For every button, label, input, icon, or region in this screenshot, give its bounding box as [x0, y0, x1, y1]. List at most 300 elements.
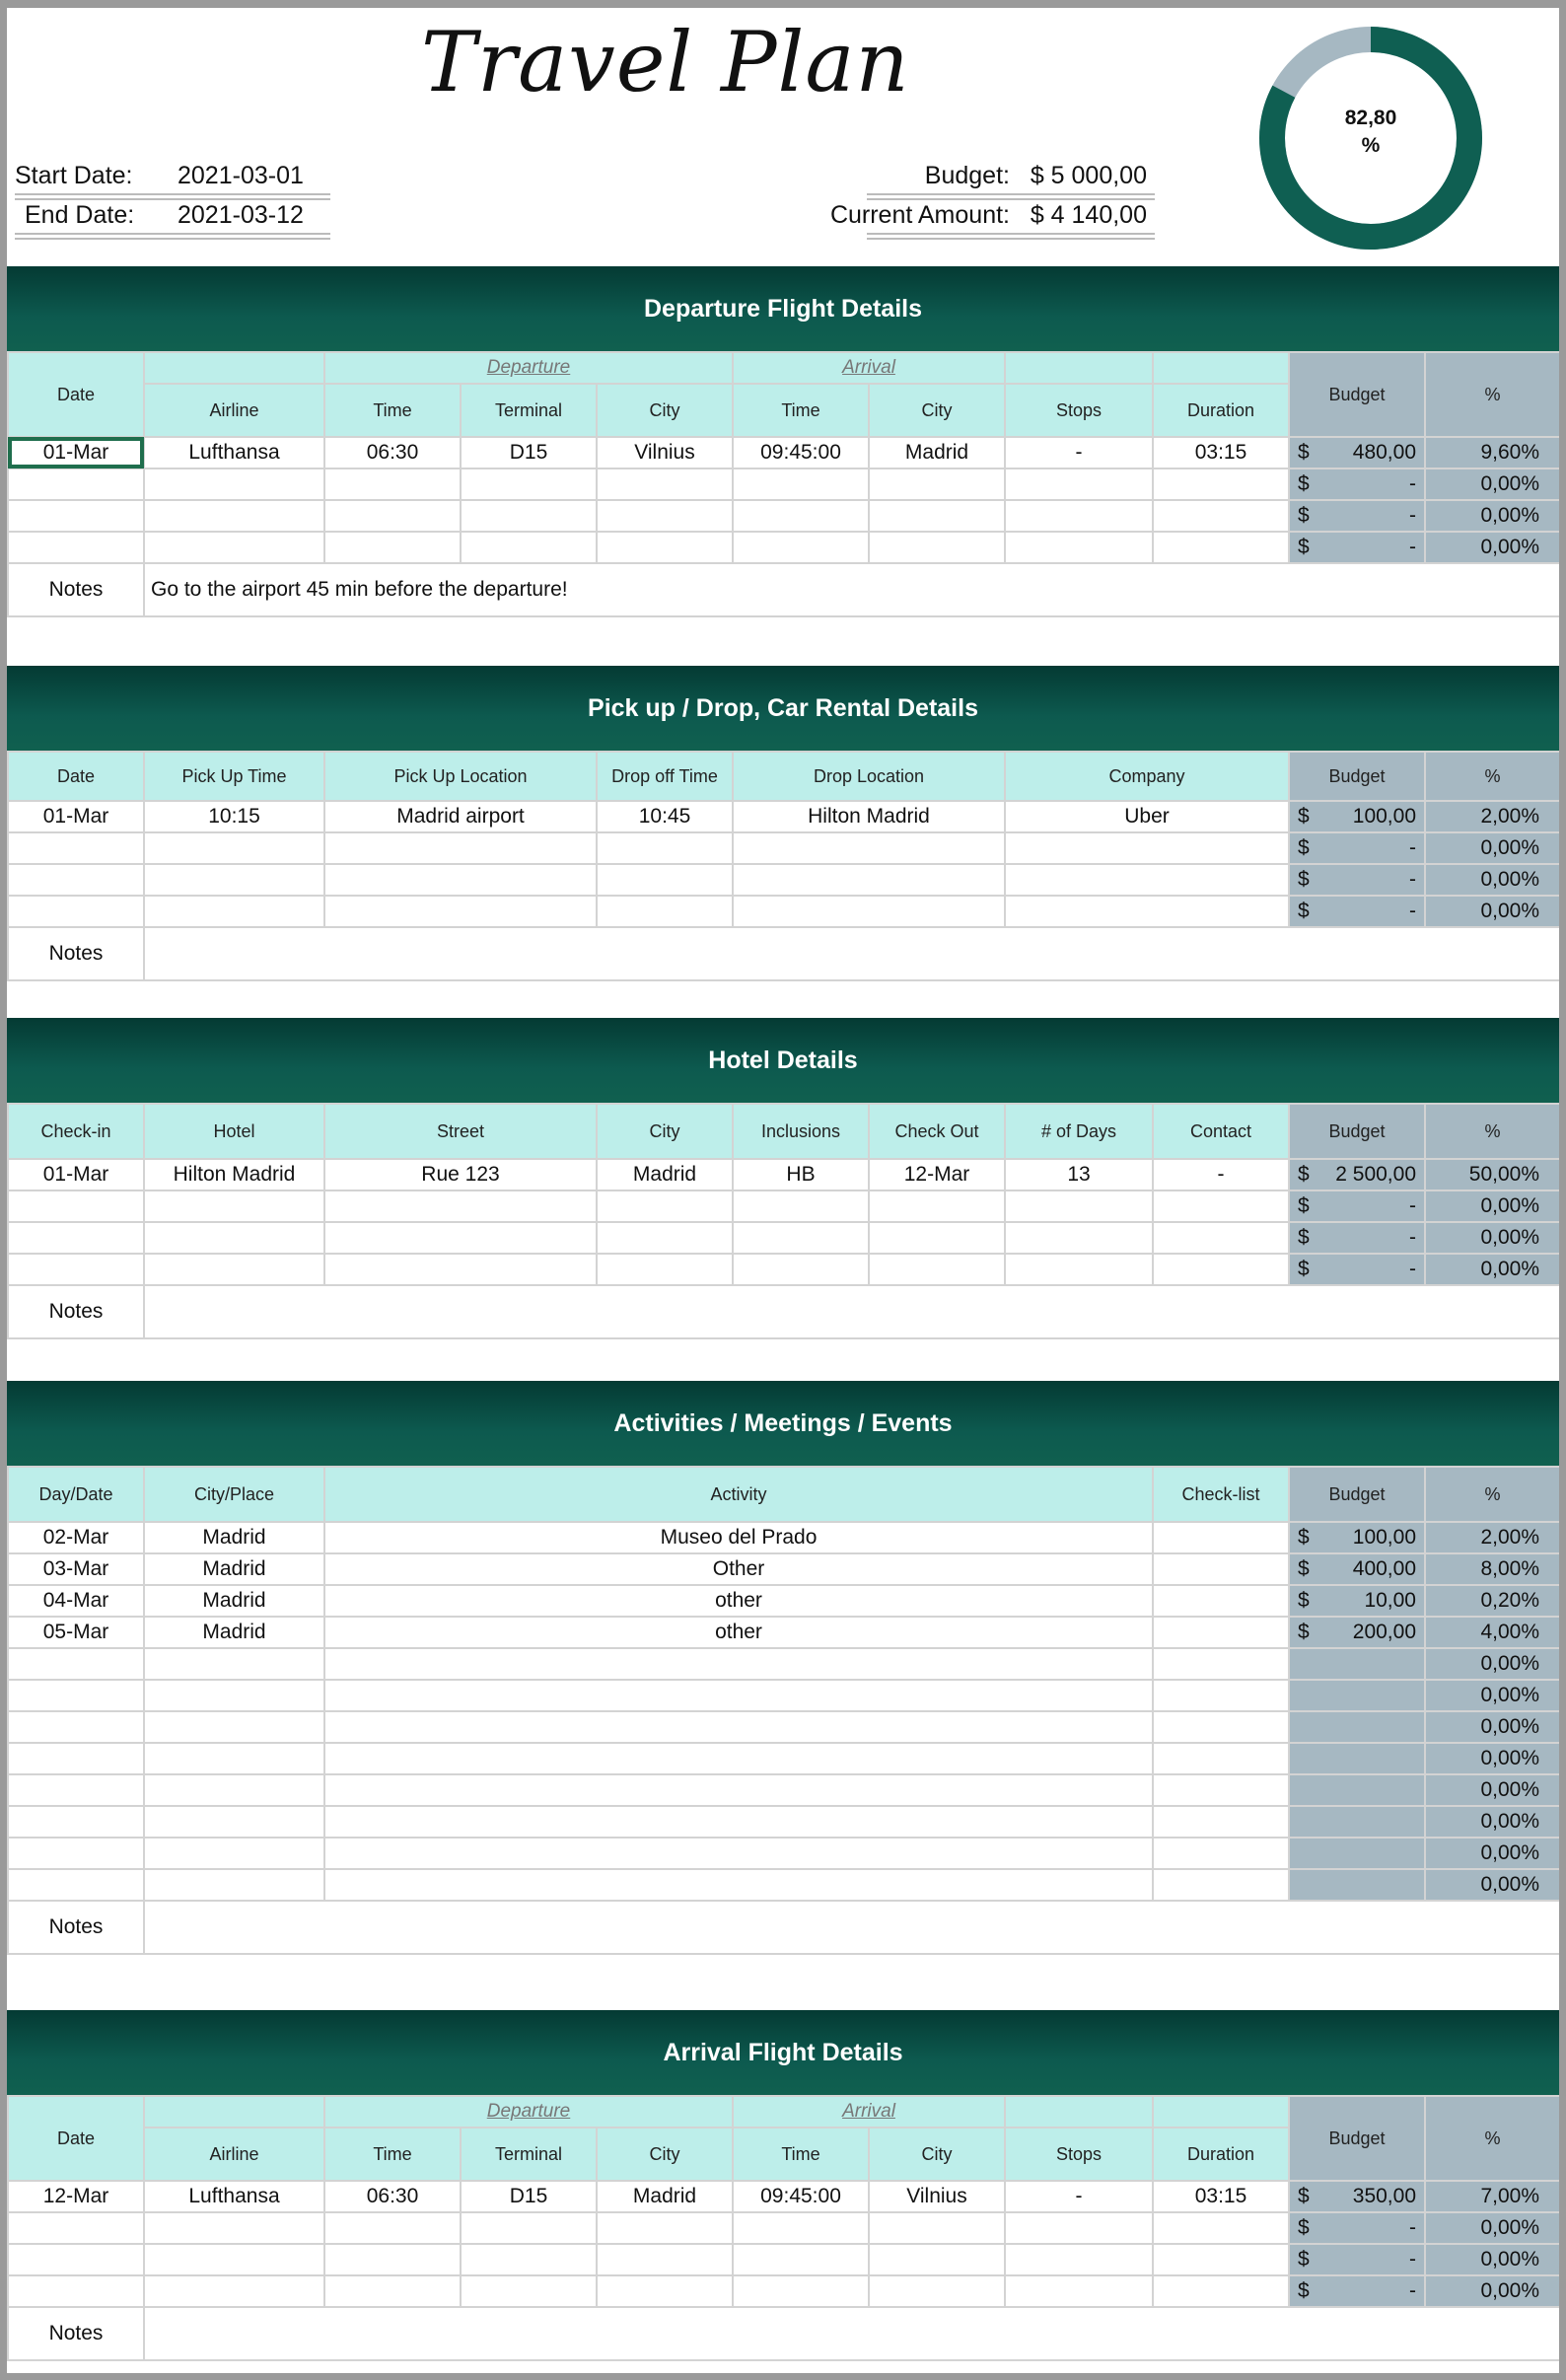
- table-cell[interactable]: [324, 1190, 597, 1222]
- pickup-table: [7, 751, 1559, 981]
- table-cell[interactable]: [597, 1190, 733, 1222]
- table-cell[interactable]: [1005, 2275, 1153, 2307]
- table-cell[interactable]: [597, 896, 733, 927]
- budget-cell[interactable]: [1289, 1190, 1425, 1222]
- table-cell[interactable]: [869, 532, 1005, 563]
- table-cell[interactable]: [1005, 864, 1289, 896]
- header-percent: %: [1425, 1467, 1559, 1522]
- table-cell[interactable]: [324, 500, 461, 532]
- table-cell[interactable]: Hilton Madrid: [144, 1159, 324, 1190]
- table-cell[interactable]: [597, 864, 733, 896]
- start-date-value[interactable]: 2021-03-01: [178, 162, 304, 189]
- current-amount-value[interactable]: $ 4 140,00: [1030, 201, 1147, 229]
- budget-cell[interactable]: [1289, 469, 1425, 500]
- table-cell[interactable]: 06:30: [324, 2181, 461, 2212]
- activities-table: [7, 1466, 1559, 1955]
- notes-field[interactable]: [144, 1285, 1559, 1338]
- table-cell[interactable]: Vilnius: [597, 437, 733, 469]
- table-row: [8, 1806, 1559, 1838]
- budget-cell[interactable]: [1289, 1648, 1425, 1680]
- table-cell[interactable]: [1153, 1617, 1289, 1648]
- table-cell[interactable]: [144, 1680, 324, 1711]
- budget-amount: -: [1409, 472, 1416, 495]
- table-cell[interactable]: [144, 896, 324, 927]
- table-row: [8, 2275, 1559, 2307]
- table-cell[interactable]: [324, 832, 597, 864]
- header-city: City: [597, 384, 733, 437]
- table-cell[interactable]: -: [1153, 1159, 1289, 1190]
- table-cell[interactable]: [1005, 532, 1153, 563]
- table-cell[interactable]: [8, 1711, 144, 1743]
- budget-cell[interactable]: [1289, 2181, 1425, 2212]
- table-cell[interactable]: [8, 469, 144, 500]
- table-cell[interactable]: [869, 1222, 1005, 1254]
- section-banner: Activities / Meetings / Events: [7, 1381, 1559, 1466]
- table-cell[interactable]: [869, 2212, 1005, 2244]
- table-cell[interactable]: [733, 832, 1005, 864]
- table-cell[interactable]: [1153, 1806, 1289, 1838]
- table-cell[interactable]: Madrid: [144, 1617, 324, 1648]
- percent-cell: 8,00%: [1425, 1553, 1559, 1585]
- table-row: [8, 437, 1559, 469]
- table-cell[interactable]: [1153, 532, 1289, 563]
- budget-donut-chart: [1254, 22, 1487, 254]
- table-cell[interactable]: [144, 1190, 324, 1222]
- currency-symbol: $: [1298, 472, 1310, 495]
- budget-cell[interactable]: [1289, 2275, 1425, 2307]
- table-cell[interactable]: [1153, 2275, 1289, 2307]
- budget-cell[interactable]: [1289, 437, 1425, 469]
- table-cell[interactable]: [1153, 1774, 1289, 1806]
- table-cell[interactable]: [144, 1869, 324, 1901]
- table-cell[interactable]: 12-Mar: [8, 2181, 144, 2212]
- table-cell[interactable]: Lufthansa: [144, 437, 324, 469]
- table-cell[interactable]: other: [324, 1617, 1153, 1648]
- table-cell[interactable]: HB: [733, 1159, 869, 1190]
- header-inclusions: Inclusions: [733, 1104, 869, 1159]
- activities-section: [7, 1381, 1559, 1955]
- header-time: Time: [733, 384, 869, 437]
- table-cell[interactable]: [733, 1222, 869, 1254]
- percent-cell: 0,00%: [1425, 1774, 1559, 1806]
- table-cell[interactable]: [8, 1743, 144, 1774]
- table-cell[interactable]: [324, 1680, 1153, 1711]
- percent-cell: 0,00%: [1425, 1680, 1559, 1711]
- budget-cell[interactable]: [1289, 1838, 1425, 1869]
- start-date-label: Start Date:: [15, 162, 133, 189]
- header-time: Time: [324, 2128, 461, 2181]
- header-date: Date: [8, 352, 144, 437]
- table-cell[interactable]: [8, 1838, 144, 1869]
- budget-cell[interactable]: [1289, 1159, 1425, 1190]
- budget-cell[interactable]: [1289, 532, 1425, 563]
- table-cell[interactable]: [324, 896, 597, 927]
- table-cell[interactable]: [597, 532, 733, 563]
- table-cell[interactable]: 01-Mar: [8, 1159, 144, 1190]
- budget-amount: -: [1409, 536, 1416, 558]
- table-cell[interactable]: 05-Mar: [8, 1617, 144, 1648]
- table-cell[interactable]: [8, 1806, 144, 1838]
- table-cell[interactable]: [144, 1806, 324, 1838]
- table-row: [8, 1648, 1559, 1680]
- table-cell[interactable]: [144, 532, 324, 563]
- table-cell[interactable]: [733, 469, 869, 500]
- notes-label: Notes: [8, 927, 144, 980]
- table-cell[interactable]: Madrid airport: [324, 801, 597, 832]
- table-cell[interactable]: Madrid: [869, 437, 1005, 469]
- table-cell[interactable]: 02-Mar: [8, 1522, 144, 1553]
- table-cell[interactable]: [733, 896, 1005, 927]
- table-cell[interactable]: [1153, 500, 1289, 532]
- table-cell[interactable]: [1153, 1648, 1289, 1680]
- table-cell[interactable]: [1005, 1190, 1153, 1222]
- table-cell[interactable]: [144, 469, 324, 500]
- table-cell[interactable]: [144, 1743, 324, 1774]
- header-city: City: [597, 1104, 733, 1159]
- table-cell[interactable]: [869, 1190, 1005, 1222]
- table-row: [8, 832, 1559, 864]
- table-cell[interactable]: [869, 2244, 1005, 2275]
- budget-amount: -: [1409, 2279, 1416, 2302]
- budget-cell[interactable]: [1289, 801, 1425, 832]
- table-cell[interactable]: 01-Mar: [8, 801, 144, 832]
- table-cell[interactable]: Rue 123: [324, 1159, 597, 1190]
- table-cell[interactable]: [8, 532, 144, 563]
- table-cell[interactable]: [1153, 1222, 1289, 1254]
- table-cell[interactable]: [461, 2244, 597, 2275]
- table-cell[interactable]: [597, 2275, 733, 2307]
- table-cell[interactable]: [461, 500, 597, 532]
- table-cell[interactable]: [144, 1838, 324, 1869]
- table-cell[interactable]: [324, 1743, 1153, 1774]
- table-cell[interactable]: [869, 1254, 1005, 1285]
- table-cell[interactable]: [733, 864, 1005, 896]
- group-departure: Departure: [486, 357, 571, 378]
- table-cell[interactable]: [1005, 469, 1153, 500]
- table-cell[interactable]: Madrid: [144, 1522, 324, 1553]
- table-cell[interactable]: Vilnius: [869, 2181, 1005, 2212]
- table-cell[interactable]: [144, 1254, 324, 1285]
- table-cell[interactable]: [8, 864, 144, 896]
- table-cell[interactable]: [1005, 500, 1153, 532]
- table-cell[interactable]: Uber: [1005, 801, 1289, 832]
- table-cell[interactable]: [1153, 469, 1289, 500]
- table-cell[interactable]: Other: [324, 1553, 1153, 1585]
- table-row: [8, 1254, 1559, 1285]
- table-cell[interactable]: 06:30: [324, 437, 461, 469]
- table-row: [8, 469, 1559, 500]
- table-cell[interactable]: 03-Mar: [8, 1553, 144, 1585]
- table-cell[interactable]: [144, 2244, 324, 2275]
- percent-cell: 9,60%: [1425, 437, 1559, 469]
- table-cell[interactable]: [324, 532, 461, 563]
- section-banner: Arrival Flight Details: [7, 2010, 1559, 2095]
- percent-cell: 7,00%: [1425, 2181, 1559, 2212]
- table-cell[interactable]: Museo del Prado: [324, 1522, 1153, 1553]
- table-cell[interactable]: [597, 2244, 733, 2275]
- header-day-date: Day/Date: [8, 1467, 144, 1522]
- budget-cell[interactable]: [1289, 1743, 1425, 1774]
- table-cell[interactable]: [144, 1774, 324, 1806]
- currency-symbol: $: [1298, 1526, 1310, 1549]
- table-cell[interactable]: 10:15: [144, 801, 324, 832]
- table-cell[interactable]: [1153, 1585, 1289, 1617]
- table-row: [8, 2212, 1559, 2244]
- table-row: [8, 1774, 1559, 1806]
- table-row: [8, 532, 1559, 563]
- currency-symbol: $: [1298, 1589, 1310, 1612]
- table-cell[interactable]: [461, 2212, 597, 2244]
- table-cell[interactable]: 03:15: [1153, 437, 1289, 469]
- table-cell[interactable]: Madrid: [144, 1553, 324, 1585]
- table-cell[interactable]: [144, 864, 324, 896]
- table-row: [8, 896, 1559, 927]
- table-cell[interactable]: [597, 832, 733, 864]
- group-arrival: Arrival: [842, 357, 895, 378]
- table-cell[interactable]: [1005, 2244, 1153, 2275]
- budget-cell[interactable]: [1289, 1254, 1425, 1285]
- table-cell[interactable]: [1153, 1254, 1289, 1285]
- notes-field[interactable]: [144, 1901, 1559, 1954]
- header-hotel: Hotel: [144, 1104, 324, 1159]
- budget-value[interactable]: $ 5 000,00: [1030, 162, 1147, 189]
- budget-cell[interactable]: [1289, 1711, 1425, 1743]
- table-cell[interactable]: [597, 2212, 733, 2244]
- table-cell[interactable]: [733, 1254, 869, 1285]
- table-cell[interactable]: [8, 1190, 144, 1222]
- budget-cell[interactable]: [1289, 1869, 1425, 1901]
- table-cell[interactable]: [8, 500, 144, 532]
- table-cell[interactable]: [733, 532, 869, 563]
- table-cell[interactable]: [733, 2244, 869, 2275]
- table-cell[interactable]: [1153, 1743, 1289, 1774]
- end-date-value[interactable]: 2021-03-12: [178, 201, 304, 229]
- budget-cell[interactable]: [1289, 1553, 1425, 1585]
- notes-field[interactable]: [144, 2307, 1559, 2360]
- end-date-row: [25, 201, 304, 230]
- table-cell[interactable]: [8, 1869, 144, 1901]
- table-cell[interactable]: [324, 1806, 1153, 1838]
- budget-amount: 200,00: [1352, 1621, 1416, 1643]
- table-cell[interactable]: [8, 1680, 144, 1711]
- table-cell[interactable]: other: [324, 1585, 1153, 1617]
- table-cell[interactable]: [461, 469, 597, 500]
- table-cell[interactable]: [324, 2212, 461, 2244]
- table-row: [8, 1869, 1559, 1901]
- budget-cell[interactable]: [1289, 1617, 1425, 1648]
- table-cell[interactable]: [8, 1222, 144, 1254]
- table-cell[interactable]: [8, 2275, 144, 2307]
- table-cell[interactable]: [324, 469, 461, 500]
- table-cell[interactable]: [8, 832, 144, 864]
- departure-table: [7, 351, 1559, 617]
- table-row: [8, 1553, 1559, 1585]
- table-cell[interactable]: [733, 500, 869, 532]
- currency-symbol: $: [1298, 536, 1310, 558]
- table-cell[interactable]: [597, 500, 733, 532]
- budget-cell[interactable]: [1289, 1522, 1425, 1553]
- budget-amount: 350,00: [1352, 2185, 1416, 2207]
- budget-cell[interactable]: [1289, 1774, 1425, 1806]
- table-cell[interactable]: [144, 500, 324, 532]
- header-budget: Budget: [1289, 1467, 1425, 1522]
- table-cell[interactable]: D15: [461, 2181, 597, 2212]
- percent-cell: 0,00%: [1425, 2244, 1559, 2275]
- table-cell[interactable]: [8, 2244, 144, 2275]
- percent-cell: 0,00%: [1425, 1222, 1559, 1254]
- table-cell[interactable]: 13: [1005, 1159, 1153, 1190]
- table-cell[interactable]: [324, 1838, 1153, 1869]
- table-cell[interactable]: [8, 1254, 144, 1285]
- currency-symbol: $: [1298, 2185, 1310, 2207]
- table-cell[interactable]: [8, 1648, 144, 1680]
- donut-value: 82,80: [1344, 107, 1397, 129]
- table-cell[interactable]: [144, 1648, 324, 1680]
- budget-cell[interactable]: [1289, 896, 1425, 927]
- percent-cell: 0,00%: [1425, 1648, 1559, 1680]
- table-cell[interactable]: [597, 1222, 733, 1254]
- budget-cell[interactable]: [1289, 1806, 1425, 1838]
- table-cell[interactable]: [597, 1254, 733, 1285]
- budget-cell[interactable]: [1289, 1680, 1425, 1711]
- budget-cell[interactable]: [1289, 864, 1425, 896]
- table-cell[interactable]: [324, 1222, 597, 1254]
- header-percent: %: [1425, 2096, 1559, 2181]
- budget-cell[interactable]: [1289, 500, 1425, 532]
- percent-cell: 2,00%: [1425, 801, 1559, 832]
- header-percent: %: [1425, 1104, 1559, 1159]
- table-cell[interactable]: [144, 832, 324, 864]
- table-cell[interactable]: [1005, 896, 1289, 927]
- table-cell[interactable]: [1005, 1254, 1153, 1285]
- start-date-row: [15, 162, 304, 190]
- header-city-place: City/Place: [144, 1467, 324, 1522]
- table-cell[interactable]: [1153, 1680, 1289, 1711]
- hotel-table: [7, 1103, 1559, 1339]
- table-cell[interactable]: 09:45:00: [733, 437, 869, 469]
- table-cell[interactable]: [1005, 832, 1289, 864]
- header-duration: Duration: [1153, 384, 1289, 437]
- table-cell[interactable]: 01-Mar: [8, 437, 144, 469]
- header-pickup-location: Pick Up Location: [324, 752, 597, 801]
- percent-cell: 0,00%: [1425, 469, 1559, 500]
- percent-cell: 0,00%: [1425, 1254, 1559, 1285]
- budget-row: [796, 162, 1147, 190]
- budget-amount: -: [1409, 2248, 1416, 2271]
- table-cell[interactable]: [324, 2275, 461, 2307]
- table-cell[interactable]: [869, 500, 1005, 532]
- table-cell[interactable]: [869, 469, 1005, 500]
- table-cell[interactable]: [324, 1869, 1153, 1901]
- table-cell[interactable]: [8, 1774, 144, 1806]
- table-cell[interactable]: [461, 532, 597, 563]
- table-cell[interactable]: [144, 2275, 324, 2307]
- table-cell[interactable]: D15: [461, 437, 597, 469]
- table-cell[interactable]: [1005, 1222, 1153, 1254]
- budget-cell[interactable]: [1289, 1222, 1425, 1254]
- table-cell[interactable]: [1153, 1869, 1289, 1901]
- arrival-table: [7, 2095, 1559, 2361]
- table-cell[interactable]: -: [1005, 437, 1153, 469]
- budget-cell[interactable]: [1289, 1585, 1425, 1617]
- table-cell[interactable]: 12-Mar: [869, 1159, 1005, 1190]
- table-cell[interactable]: Madrid: [597, 2181, 733, 2212]
- budget-cell[interactable]: [1289, 2244, 1425, 2275]
- header-days: # of Days: [1005, 1104, 1153, 1159]
- section-banner: Hotel Details: [7, 1018, 1559, 1103]
- table-cell[interactable]: [461, 2275, 597, 2307]
- table-cell[interactable]: [1153, 1711, 1289, 1743]
- header-budget: Budget: [1289, 2096, 1425, 2181]
- table-cell[interactable]: [1153, 1522, 1289, 1553]
- table-cell[interactable]: [1005, 2212, 1153, 2244]
- percent-cell: 0,00%: [1425, 864, 1559, 896]
- group-arrival: Arrival: [842, 2101, 895, 2122]
- table-cell[interactable]: [733, 1190, 869, 1222]
- table-cell[interactable]: [144, 1711, 324, 1743]
- divider: [867, 193, 1155, 200]
- notes-field[interactable]: [144, 927, 1559, 980]
- table-cell[interactable]: 04-Mar: [8, 1585, 144, 1617]
- table-cell[interactable]: [8, 896, 144, 927]
- notes-field[interactable]: Go to the airport 45 min before the departure!: [144, 563, 1559, 616]
- table-cell[interactable]: Madrid: [144, 1585, 324, 1617]
- table-cell[interactable]: -: [1005, 2181, 1153, 2212]
- table-cell[interactable]: [1153, 1190, 1289, 1222]
- budget-cell[interactable]: [1289, 2212, 1425, 2244]
- table-cell[interactable]: 10:45: [597, 801, 733, 832]
- table-cell[interactable]: [1153, 2244, 1289, 2275]
- budget-amount: 10,00: [1364, 1589, 1416, 1612]
- table-row: [8, 2244, 1559, 2275]
- table-cell[interactable]: 09:45:00: [733, 2181, 869, 2212]
- table-cell[interactable]: [597, 469, 733, 500]
- budget-amount: 480,00: [1352, 441, 1416, 464]
- currency-symbol: $: [1298, 1194, 1310, 1217]
- currency-symbol: $: [1298, 1258, 1310, 1280]
- header-pickup-time: Pick Up Time: [144, 752, 324, 801]
- header-activity: Activity: [324, 1467, 1153, 1522]
- table-row: [8, 1838, 1559, 1869]
- percent-cell: 4,00%: [1425, 1617, 1559, 1648]
- table-cell[interactable]: [1153, 1838, 1289, 1869]
- table-cell[interactable]: [1153, 1553, 1289, 1585]
- header-city: City: [597, 2128, 733, 2181]
- table-cell[interactable]: [324, 1774, 1153, 1806]
- table-cell[interactable]: [733, 2275, 869, 2307]
- table-cell[interactable]: [869, 2275, 1005, 2307]
- table-cell[interactable]: Hilton Madrid: [733, 801, 1005, 832]
- table-cell[interactable]: [324, 1711, 1153, 1743]
- table-cell[interactable]: Madrid: [597, 1159, 733, 1190]
- header-duration: Duration: [1153, 2128, 1289, 2181]
- table-cell[interactable]: 03:15: [1153, 2181, 1289, 2212]
- table-cell[interactable]: [144, 1222, 324, 1254]
- table-cell[interactable]: [144, 2212, 324, 2244]
- table-cell[interactable]: [8, 2212, 144, 2244]
- budget-amount: -: [1409, 2216, 1416, 2239]
- table-cell[interactable]: [733, 2212, 869, 2244]
- currency-symbol: $: [1298, 441, 1310, 464]
- budget-amount: -: [1409, 900, 1416, 922]
- table-cell[interactable]: Lufthansa: [144, 2181, 324, 2212]
- table-cell[interactable]: [1153, 2212, 1289, 2244]
- table-cell[interactable]: [324, 2244, 461, 2275]
- budget-cell[interactable]: [1289, 832, 1425, 864]
- table-cell[interactable]: [324, 1254, 597, 1285]
- table-cell[interactable]: [324, 1648, 1153, 1680]
- table-cell[interactable]: [324, 864, 597, 896]
